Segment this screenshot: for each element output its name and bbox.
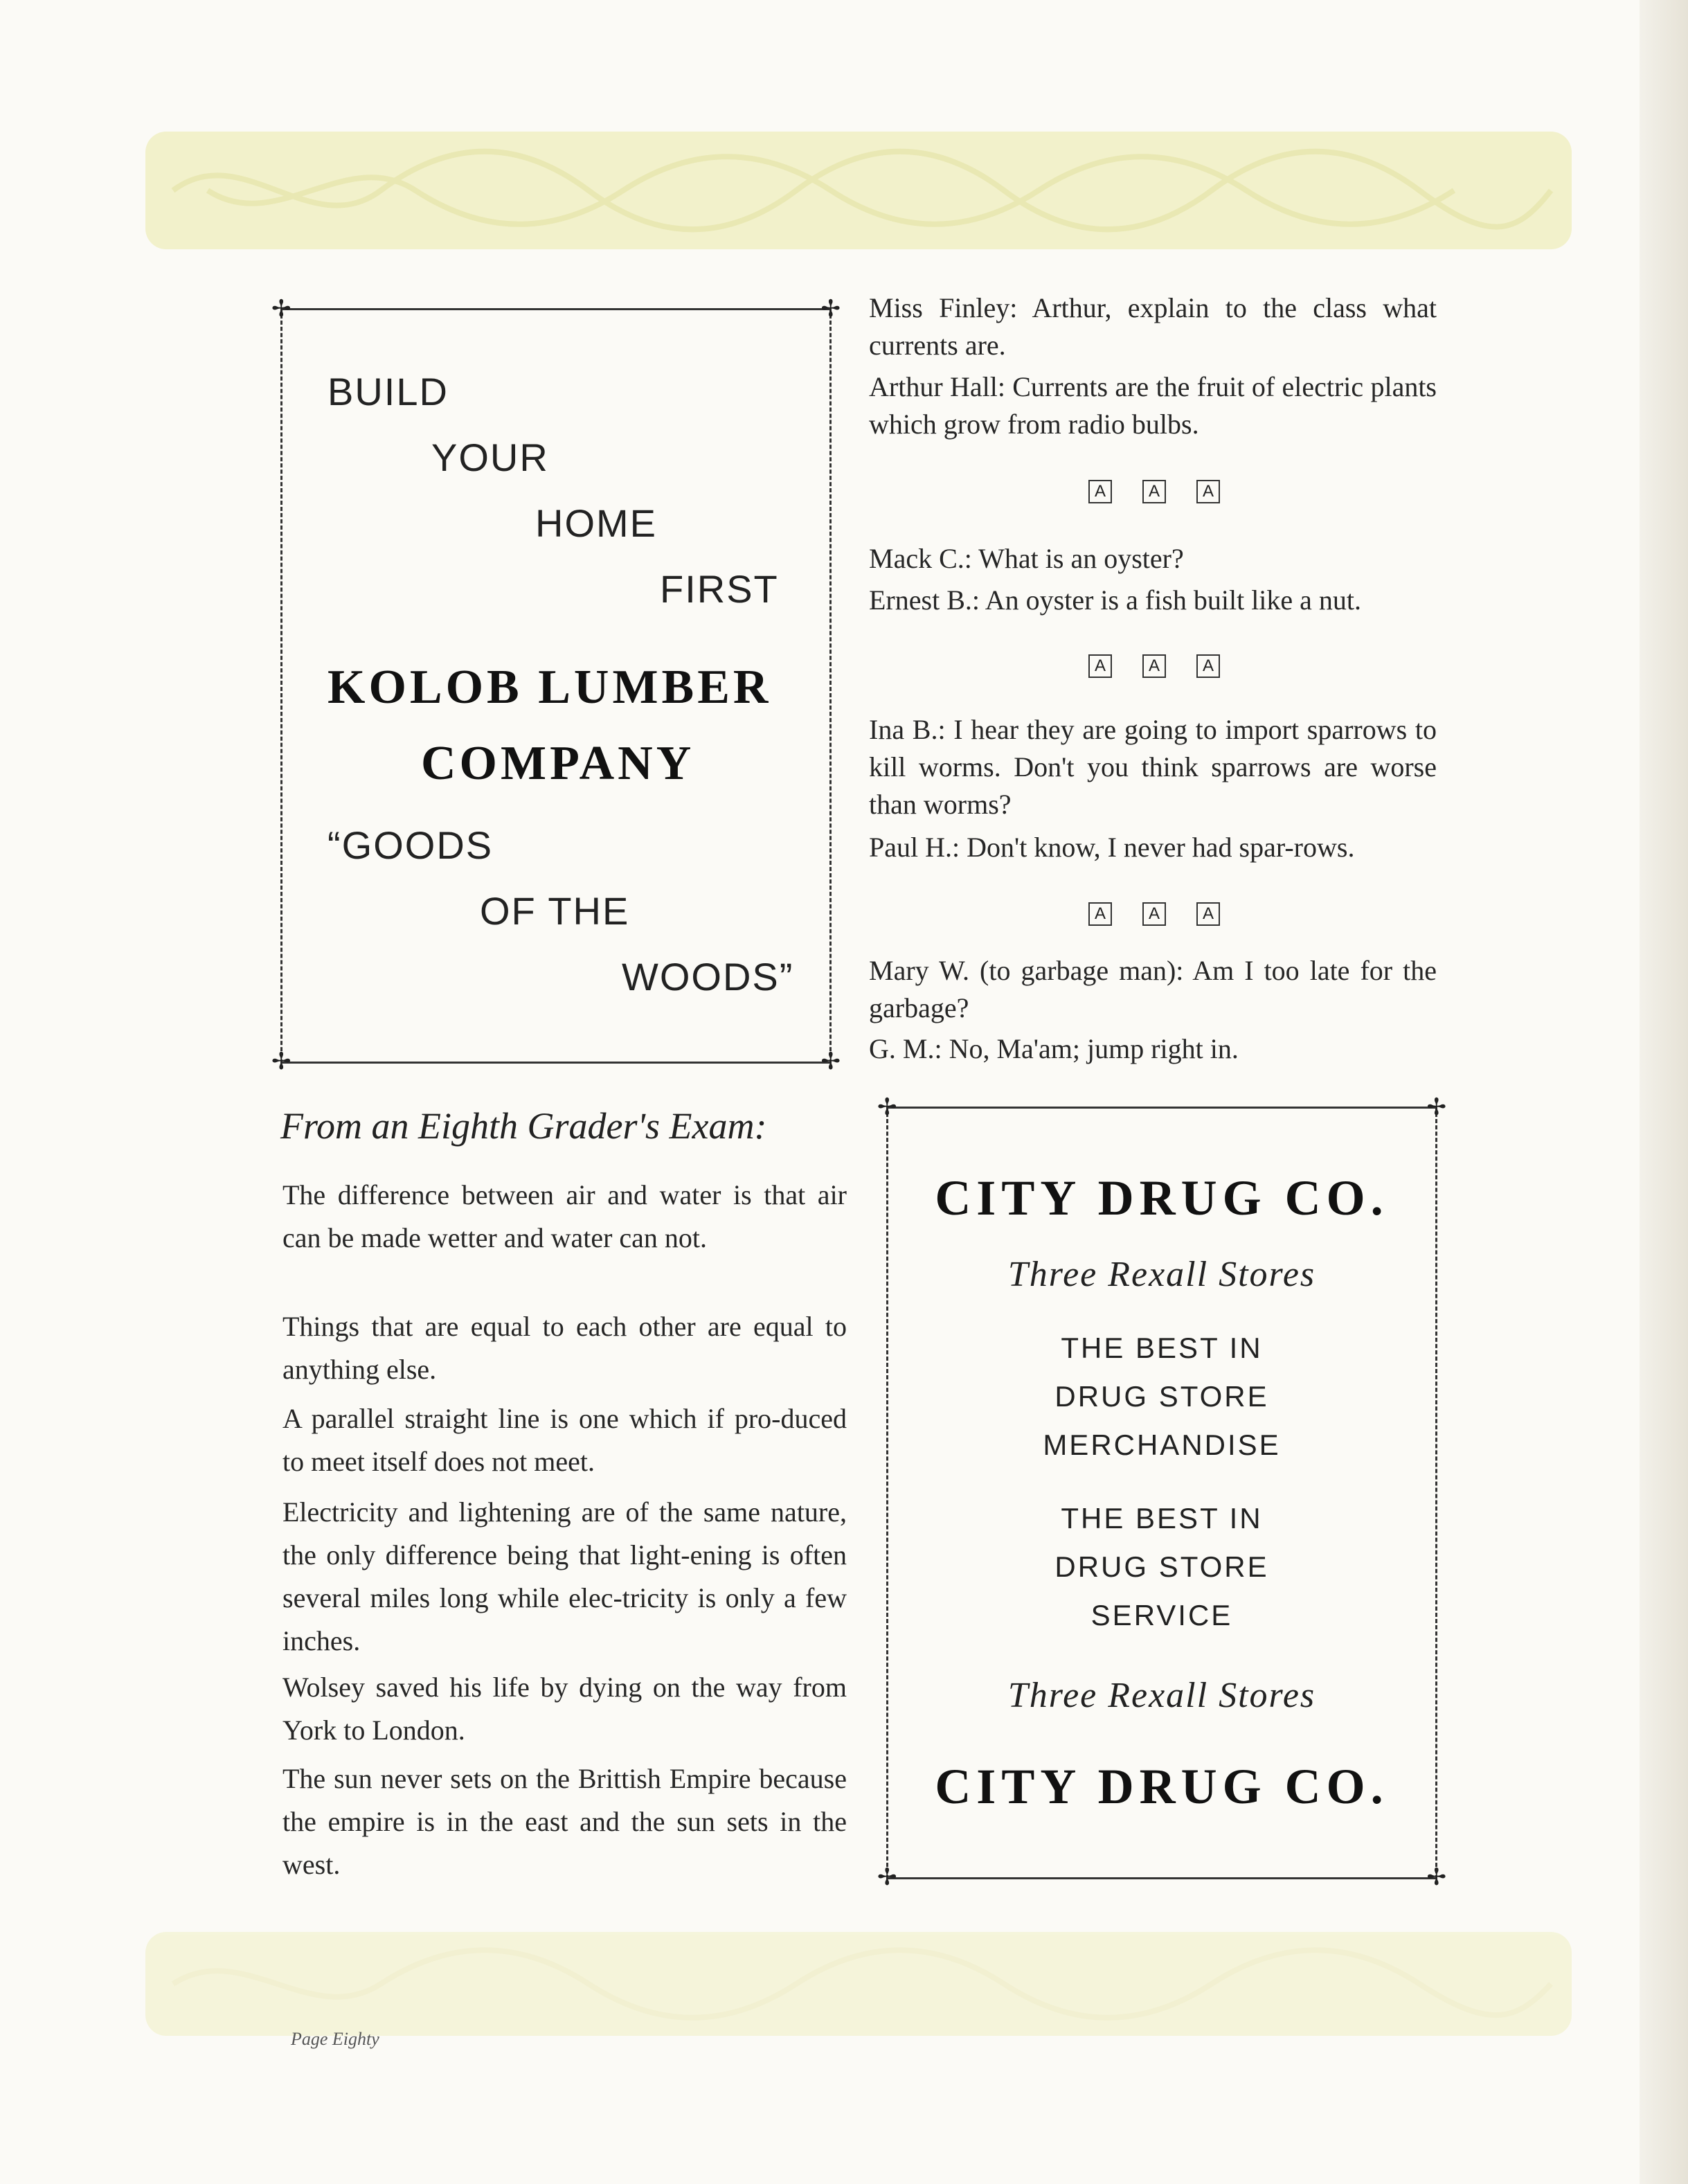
corner-ornament: ✢	[1426, 1095, 1446, 1120]
exam-paragraph: Electricity and lightening are of the same nature, the only difference being that light-ening is often several miles long while elec-tricity is only a few inches.	[282, 1496, 847, 1656]
exam-paragraph: The difference between air and water is that air can be made wetter and water can not.	[282, 1179, 847, 1253]
corner-ornament: ✢	[271, 1049, 291, 1075]
corner-ornament: ✢	[877, 1865, 897, 1890]
divider-mark: A	[1196, 654, 1220, 678]
ad-line-home: HOME	[535, 501, 657, 545]
divider-mark: A	[1142, 902, 1166, 926]
company-name-line1: KOLOB LUMBER	[327, 661, 772, 714]
service-line2: DRUG STORE	[1054, 1550, 1269, 1583]
floral-ornament	[145, 132, 1572, 249]
corner-ornament: ✢	[271, 296, 291, 322]
merch-line1: THE BEST IN	[1061, 1332, 1263, 1364]
slogan-line2: OF THE	[480, 889, 630, 933]
merch-line3: MERCHANDISE	[1043, 1429, 1281, 1461]
ad-line-your: YOUR	[431, 436, 549, 479]
tagline-top: Three Rexall Stores	[1007, 1255, 1316, 1294]
bottom-ornament-band	[145, 1932, 1572, 2036]
top-ornament-band	[145, 132, 1572, 249]
company-name-line2: COMPANY	[421, 737, 695, 790]
joke-arthur-hall: Arthur Hall: Currents are the fruit of electric plants which grow from radio bulbs.	[869, 371, 1437, 440]
section-divider	[1088, 654, 1220, 678]
section-divider	[1088, 480, 1220, 503]
divider-mark: A	[1196, 902, 1220, 926]
exam-paragraph: The sun never sets on the Brittish Empire because the empire is in the east and the sun sets in the west.	[282, 1763, 847, 1880]
divider-mark: A	[1196, 480, 1220, 503]
joke-mary-w: Mary W. (to garbage man): Am I too late for the garbage?	[869, 955, 1437, 1023]
joke-paul-h: Paul H.: Don't know, I never had spar-rows.	[869, 832, 1355, 863]
joke-ina-b: Ina B.: I hear they are going to import sparrows to kill worms. Don't you think sparrows are worse than worms?	[869, 714, 1437, 820]
exam-paragraph: A parallel straight line is one which if pro-duced to meet itself does not meet.	[282, 1403, 847, 1477]
joke-ernest-b: Ernest B.: An oyster is a fish built like a nut.	[869, 584, 1362, 616]
slogan-line3: WOODS”	[622, 955, 794, 999]
joke-g-m: G. M.: No, Ma'am; jump right in.	[869, 1033, 1239, 1064]
service-line3: SERVICE	[1090, 1599, 1233, 1631]
corner-ornament: ✢	[820, 296, 841, 322]
corner-ornament: ✢	[820, 1049, 841, 1075]
exam-paragraph: Things that are equal to each other are equal to anything else.	[282, 1311, 847, 1385]
divider-mark: A	[1088, 480, 1112, 503]
ad-line-build: BUILD	[327, 370, 449, 413]
service-line1: THE BEST IN	[1061, 1502, 1263, 1534]
divider-mark: A	[1088, 902, 1112, 926]
divider-mark: A	[1142, 480, 1166, 503]
city-drug-ad	[877, 1095, 1446, 1890]
exam-heading: From an Eighth Grader's Exam:	[280, 1105, 767, 1147]
store-name-bottom: CITY DRUG CO.	[935, 1759, 1389, 1814]
joke-mack-c: Mack C.: What is an oyster?	[869, 543, 1184, 574]
page-number: Page Eighty	[291, 2029, 379, 2049]
tagline-bottom: Three Rexall Stores	[1007, 1676, 1316, 1715]
ad-line-first: FIRST	[660, 567, 779, 611]
store-name-top: CITY DRUG CO.	[935, 1170, 1389, 1226]
corner-ornament: ✢	[877, 1095, 897, 1120]
page-edge	[1640, 0, 1688, 2184]
section-divider	[1088, 902, 1220, 926]
corner-ornament: ✢	[1426, 1865, 1446, 1890]
joke-miss-finley: Miss Finley: Arthur, explain to the class what currents are.	[869, 292, 1437, 361]
floral-ornament	[145, 1932, 1572, 2036]
kolob-lumber-ad	[271, 296, 841, 1075]
exam-paragraph: Wolsey saved his life by dying on the way from York to London.	[282, 1672, 847, 1746]
divider-mark: A	[1088, 654, 1112, 678]
divider-mark: A	[1142, 654, 1166, 678]
slogan-line1: “GOODS	[327, 823, 494, 867]
merch-line2: DRUG STORE	[1054, 1380, 1269, 1413]
